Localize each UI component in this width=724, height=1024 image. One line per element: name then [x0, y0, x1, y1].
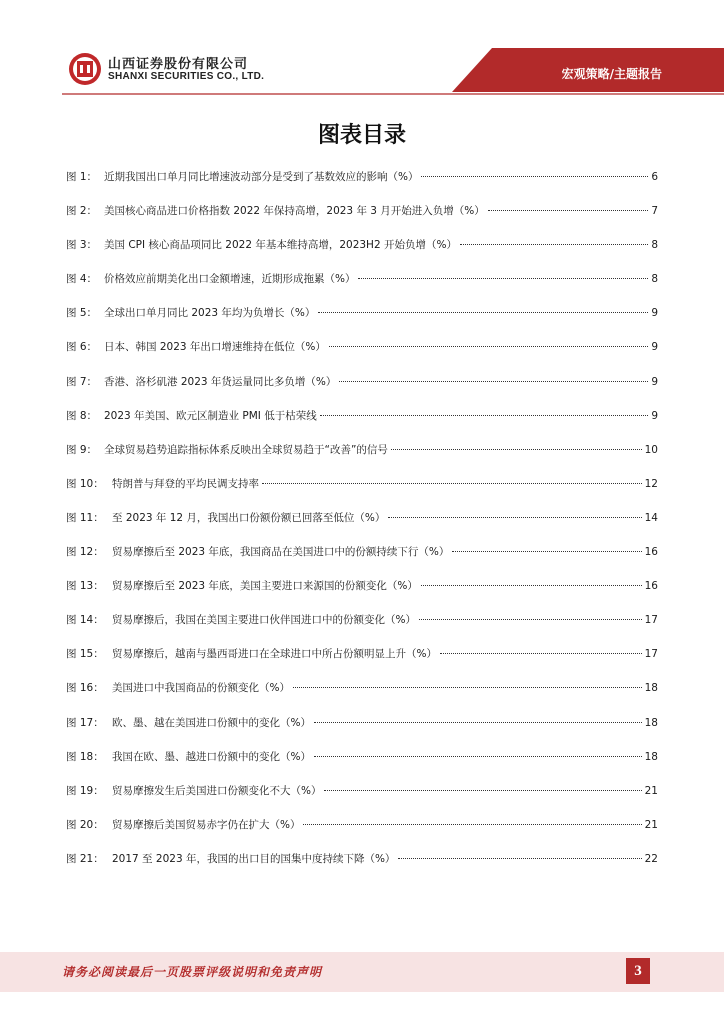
toc-dot-leader — [388, 517, 641, 518]
toc-entry-page: 17 — [644, 648, 658, 661]
toc-entry[interactable] — [66, 467, 658, 501]
toc-entry-title: 美国核心商品进口价格指数 2022 年保持高增，2023 年 3 月开始进入负增（%） — [104, 205, 485, 218]
toc-entry-page: 16 — [644, 546, 658, 559]
toc-entry[interactable] — [66, 262, 658, 296]
disclaimer-notice: 请务必阅读最后一页股票评级说明和免责声明 — [62, 965, 323, 979]
company-name-en: SHANXI SECURITIES CO., LTD. — [108, 71, 265, 82]
toc-entry-title: 全球贸易趋势追踪指标体系反映出全球贸易趋于“改善”的信号 — [104, 443, 388, 456]
toc-entry-page: 8 — [651, 239, 658, 252]
toc-entry-title: 美国 CPI 核心商品项同比 2022 年基本维持高增，2023H2 开始负增（%） — [104, 239, 457, 252]
toc-entry-page: 21 — [644, 818, 658, 831]
toc-dot-leader — [460, 244, 648, 245]
toc-dot-leader — [314, 722, 642, 723]
toc-entry-number: 图 9： — [66, 443, 98, 456]
toc-entry-page: 16 — [644, 580, 658, 593]
toc-dot-leader — [303, 824, 641, 825]
toc-entry-title: 特朗普与拜登的平均民调支持率 — [112, 477, 259, 490]
toc-entry[interactable] — [66, 535, 658, 569]
toc-dot-leader — [339, 381, 648, 382]
toc-entry-number: 图 20： — [66, 818, 104, 831]
toc-entry-number: 图 5： — [66, 307, 98, 320]
toc-entry-page: 18 — [644, 750, 658, 763]
toc-entry-title: 我国在欧、墨、越进口份额中的变化（%） — [112, 750, 311, 763]
toc-entry-page: 10 — [644, 443, 658, 456]
company-name-cn: 山西证券股份有限公司 — [108, 57, 249, 72]
toc-entry-page: 14 — [644, 511, 658, 524]
toc-dot-leader — [398, 858, 641, 859]
page-number: 3 — [626, 958, 650, 984]
page-header — [0, 0, 724, 100]
toc-entry[interactable] — [66, 842, 658, 876]
toc-entry-number: 图 8： — [66, 409, 98, 422]
toc-entry-page: 21 — [644, 784, 658, 797]
toc-entry[interactable] — [66, 671, 658, 705]
shanxi-securities-logo-icon — [68, 52, 102, 86]
toc-entry-title: 香港、洛杉矶港 2023 年货运量同比多负增（%） — [104, 375, 337, 388]
toc-entry-number: 图 2： — [66, 205, 98, 218]
toc-entry[interactable] — [66, 194, 658, 228]
toc-entry[interactable] — [66, 330, 658, 364]
toc-entry-title: 至 2023 年 12 月，我国出口份额份额已回落至低位（%） — [112, 511, 386, 524]
toc-entry-title: 贸易摩擦后美国贸易赤字仍在扩大（%） — [112, 818, 301, 831]
toc-entry[interactable] — [66, 706, 658, 740]
toc-dot-leader — [440, 653, 642, 654]
toc-entry-title: 贸易摩擦后至 2023 年底，我国商品在美国进口中的份额持续下行（%） — [112, 546, 450, 559]
toc-entry-number: 图 6： — [66, 341, 98, 354]
toc-entry[interactable] — [66, 399, 658, 433]
header-band — [0, 0, 724, 100]
toc-entry-number: 图 4： — [66, 273, 98, 286]
toc-entry-page: 18 — [644, 716, 658, 729]
toc-entry-number: 图 3： — [66, 239, 98, 252]
toc-entry-page: 17 — [644, 614, 658, 627]
toc-entry[interactable] — [66, 740, 658, 774]
toc-entry-title: 2017 至 2023 年，我国的出口目的国集中度持续下降（%） — [112, 852, 396, 865]
table-of-figures — [66, 160, 658, 876]
toc-entry-page: 8 — [651, 273, 658, 286]
toc-entry-number: 图 17： — [66, 716, 104, 729]
toc-dot-leader — [293, 687, 642, 688]
toc-entry-title: 价格效应前期美化出口金额增速，近期形成拖累（%） — [104, 273, 356, 286]
page-title: 图表目录 — [317, 123, 406, 148]
toc-dot-leader — [314, 756, 642, 757]
toc-entry-title: 美国进口中我国商品的份额变化（%） — [112, 682, 290, 695]
toc-dot-leader — [421, 176, 648, 177]
toc-dot-leader — [262, 483, 642, 484]
toc-entry-number: 图 16： — [66, 682, 104, 695]
toc-entry-number: 图 11： — [66, 511, 104, 524]
toc-dot-leader — [318, 312, 648, 313]
toc-entry-page: 9 — [651, 341, 658, 354]
toc-entry-number: 图 14： — [66, 614, 104, 627]
toc-entry-title: 贸易摩擦后至 2023 年底，美国主要进口来源国的份额变化（%） — [112, 580, 418, 593]
toc-dot-leader — [421, 585, 642, 586]
toc-entry-page: 18 — [644, 682, 658, 695]
toc-entry-page: 6 — [651, 171, 658, 183]
toc-entry-title: 贸易摩擦后，我国在美国主要进口伙伴国进口中的份额变化（%） — [112, 614, 416, 627]
toc-dot-leader — [329, 346, 648, 347]
toc-entry-number: 图 10： — [66, 477, 104, 490]
toc-entry[interactable] — [66, 296, 658, 330]
toc-entry[interactable] — [66, 603, 658, 637]
toc-dot-leader — [419, 619, 642, 620]
toc-entry[interactable] — [66, 774, 658, 808]
toc-entry-number: 图 7： — [66, 375, 98, 388]
report-type-label: 宏观策略/主题报告 — [561, 67, 662, 81]
toc-entry[interactable] — [66, 808, 658, 842]
toc-entry-page: 22 — [644, 852, 658, 865]
toc-entry-number: 图 13： — [66, 580, 104, 593]
toc-entry-title: 日本、韩国 2023 年出口增速维持在低位（%） — [104, 341, 326, 354]
toc-entry-title: 欧、墨、越在美国进口份额中的变化（%） — [112, 716, 311, 729]
toc-entry-number: 图 18： — [66, 750, 104, 763]
toc-entry[interactable] — [66, 637, 658, 671]
toc-entry[interactable] — [66, 433, 658, 467]
toc-entry-title: 贸易摩擦后，越南与墨西哥进口在全球进口中所占份额明显上升（%） — [112, 648, 437, 661]
toc-dot-leader — [391, 449, 642, 450]
toc-entry-title: 全球出口单月同比 2023 年均为负增长（%） — [104, 307, 316, 320]
toc-entry-title: 2023 年美国、欧元区制造业 PMI 低于枯荣线 — [104, 409, 317, 422]
toc-entry-page: 9 — [651, 307, 658, 320]
toc-entry-number: 图 12： — [66, 546, 104, 559]
toc-entry[interactable] — [66, 228, 658, 262]
toc-entry-title: 贸易摩擦发生后美国进口份额变化不大（%） — [112, 784, 322, 797]
toc-entry[interactable] — [66, 501, 658, 535]
toc-entry-number: 图 21： — [66, 852, 104, 865]
toc-entry[interactable] — [66, 365, 658, 399]
toc-entry-page: 9 — [651, 409, 658, 422]
toc-dot-leader — [358, 278, 648, 279]
toc-dot-leader — [488, 210, 649, 211]
toc-entry-number: 图 19： — [66, 784, 104, 797]
toc-entry-page: 9 — [651, 375, 658, 388]
toc-entry-title: 近期我国出口单月同比增速波动部分是受到了基数效应的影响（%） — [104, 171, 419, 183]
toc-entry-page: 12 — [644, 477, 658, 490]
toc-entry[interactable] — [66, 569, 658, 603]
toc-dot-leader — [324, 790, 641, 791]
toc-entry[interactable] — [66, 160, 658, 194]
toc-dot-leader — [452, 551, 641, 552]
toc-entry-number: 图 1： — [66, 171, 98, 183]
toc-dot-leader — [320, 415, 649, 416]
toc-entry-page: 7 — [651, 205, 658, 218]
toc-entry-number: 图 15： — [66, 648, 104, 661]
